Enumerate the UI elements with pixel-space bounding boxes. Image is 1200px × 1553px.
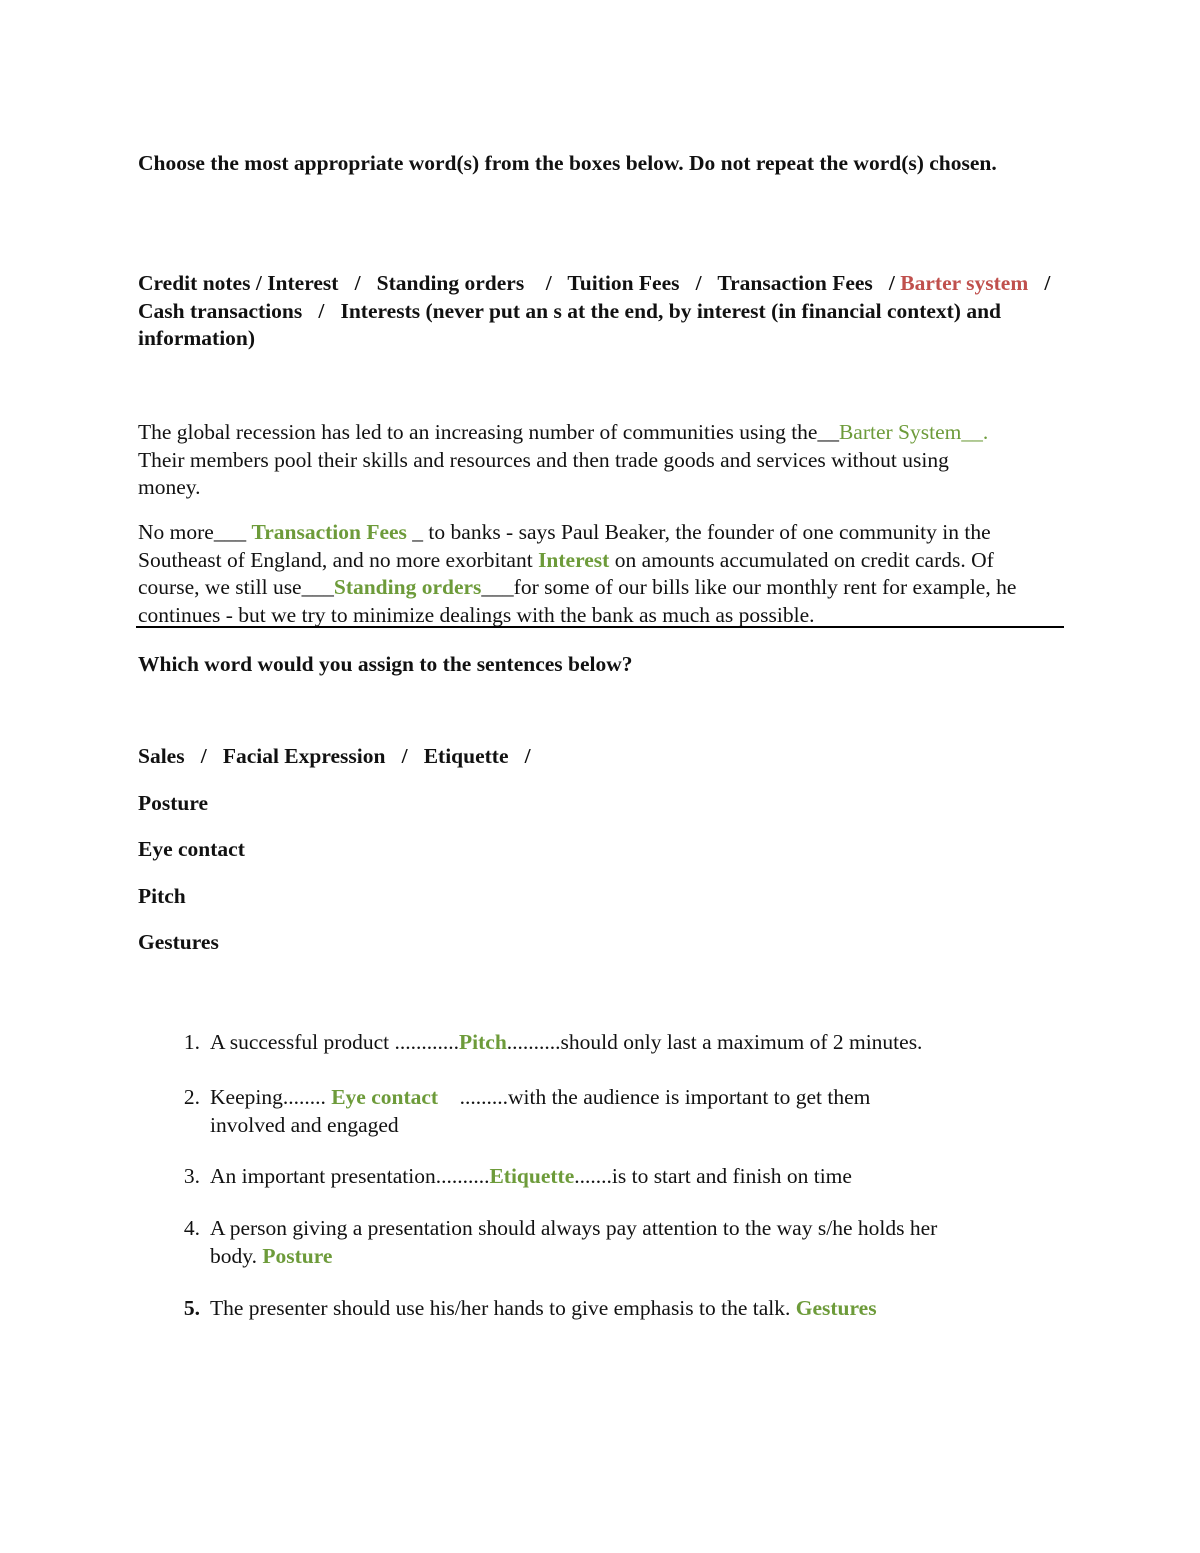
answer-interest: Interest [538, 547, 610, 572]
option-pitch: Pitch [138, 884, 186, 908]
option-eye-contact: Eye contact [138, 837, 245, 861]
item-number: 4. [183, 1216, 200, 1240]
item-text-before: The presenter should use his/her hands to give emphasis to the talk. [210, 1296, 796, 1320]
item-number: 2. [183, 1085, 200, 1109]
item-text-before: An important presentation.......... [210, 1164, 490, 1188]
option-posture: Posture [138, 791, 209, 815]
answer-barter-system: Barter System__. [838, 420, 989, 444]
item-answer: Pitch [459, 1030, 507, 1054]
list-item [170, 1029, 1050, 1057]
item-text-after: .........with the audience is important to get them involved and engaged [210, 1085, 876, 1137]
item-text-before: A successful product ............ [210, 1030, 460, 1054]
item-number: 1. [183, 1030, 200, 1054]
list-item [170, 1163, 1050, 1191]
item-text-after: .......is to start and finish on time [574, 1164, 852, 1188]
paragraph-1 [138, 419, 1008, 502]
list-item [170, 1084, 940, 1139]
item-answer: Etiquette [489, 1164, 575, 1188]
option-gestures: Gestures [138, 930, 219, 954]
paragraph-2-t3: on amounts accumulated on credit cards. Of course, we still use___ [138, 547, 994, 599]
item-number: 5. [183, 1296, 200, 1320]
item-text-after: ..........should only last a maximum of 2 minutes. [506, 1030, 923, 1054]
word-box [138, 270, 1067, 353]
options-line: Sales / Facial Expression / Etiquette / [138, 744, 531, 768]
item-text-before: Keeping........ [210, 1085, 332, 1109]
word-box-part2: / Cash transactions / Interests (never put an s at the end, by interest (in financial context) and information) [138, 271, 1067, 350]
item-answer: Gestures [795, 1296, 877, 1320]
paragraph-2 [138, 519, 1058, 629]
paragraph-2-t4: ___for some of our bills like our monthly rent for example, he continues - but we try to minimize dealings with the bank as much as possible. [138, 575, 1017, 627]
list-item [170, 1215, 980, 1270]
list-item [170, 1295, 1050, 1323]
paragraph-1-after: Their members pool their skills and resources and then trade goods and services without using money. [138, 447, 949, 499]
item-answer: Posture [262, 1243, 333, 1268]
item-number: 3. [183, 1164, 200, 1188]
item-text-before: A person giving a presentation should always pay attention to the way s/he holds her body. [210, 1216, 938, 1268]
paragraph-1-before: The global recession has led to an increasing number of communities using the__ [138, 420, 839, 444]
instruction-heading: Choose the most appropriate word(s) from the boxes below. Do not repeat the word(s) chosen. [138, 151, 997, 175]
section-2-question: Which word would you assign to the sentences below? [138, 652, 633, 676]
word-box-barter: Barter system [900, 271, 1029, 295]
word-box-part1: Credit notes / Interest / Standing orders / Tuition Fees / Transaction Fees / [138, 271, 895, 295]
answer-transaction-fees: Transaction Fees [251, 520, 407, 544]
paragraph-2-t2: _ to banks - says Paul Beaker, the founder of one community in the Southeast of England, and no more exorbitant [138, 520, 991, 572]
section-divider [136, 626, 1064, 628]
answer-standing-orders: Standing orders [333, 575, 482, 599]
item-answer: Eye contact [331, 1085, 439, 1109]
paragraph-2-t1: No more___ [138, 520, 252, 544]
